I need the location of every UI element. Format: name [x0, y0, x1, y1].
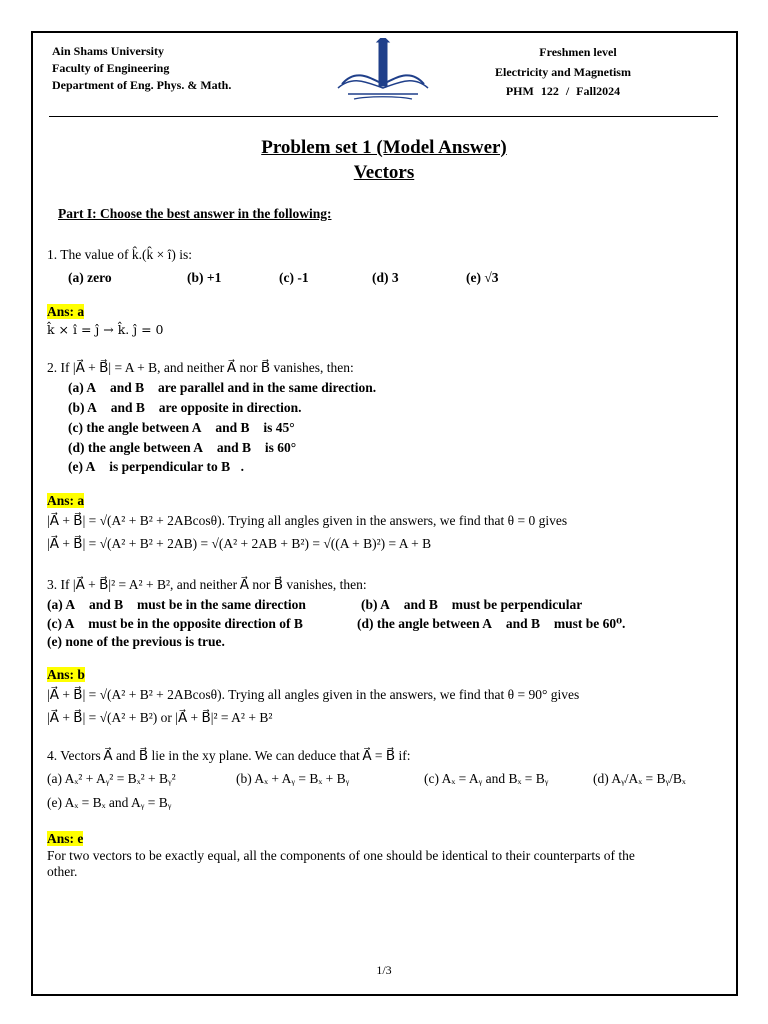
q4-text: 4. Vectors A⃗ and B⃗ lie in the xy plane. We can deduce that A⃗ = B⃗ if:	[47, 748, 411, 763]
q4-explanation-1: For two vectors to be exactly equal, all the components of one should be identical to their counterparts of the	[47, 848, 635, 863]
page-number: 1/3	[376, 963, 392, 977]
q1-explanation: k̂ × î = ĵ → k̂. ĵ = 0	[47, 322, 164, 337]
header-right	[468, 43, 658, 102]
part-heading: Part I: Choose the best answer in the following:	[58, 206, 332, 221]
q1-option-d: (d) 3	[372, 270, 399, 285]
department-name: Department of Eng. Phys. & Math.	[52, 78, 232, 92]
q1-option-b: (b) +1	[187, 270, 222, 285]
q4-answer	[47, 831, 83, 847]
course-code: PHM 122 / Fall2024	[505, 84, 621, 98]
q2-option-c: (c) the angle between A⃗ and B⃗ is 45°	[68, 420, 295, 435]
q4-option-a: (a) Aₓ² + Aᵧ² = Bₓ² + Bᵧ²	[47, 771, 176, 786]
q2-text: 2. If |A⃗ + B⃗| = A + B, and neither A⃗ nor B⃗ vanishes, then:	[47, 360, 354, 375]
q1-option-c: (c) -1	[279, 270, 309, 285]
faculty-name: Faculty of Engineering	[52, 61, 170, 75]
q2-option-e: (e) A⃗ is perpendicular to B⃗.	[68, 459, 245, 474]
q2-option-a: (a) A⃗ and B⃗ are parallel and in the same direction.	[68, 380, 377, 395]
q3-explanation-1: |A⃗ + B⃗| = √(A² + B² + 2ABcosθ). Trying all angles given in the answers, we find that θ = 90° gives	[47, 687, 580, 702]
q4-answer-label: Ans: e	[47, 831, 84, 846]
q2-option-d: (d) the angle between A⃗ and B⃗ is 60°	[68, 440, 297, 455]
q3-answer	[47, 667, 85, 683]
q2-option-b: (b) A⃗ and B⃗ are opposite in direction.	[68, 400, 302, 415]
q1-answer	[47, 304, 84, 320]
q4-option-d: (d) Aᵧ/Aₓ = Bᵧ/Bₓ	[593, 771, 686, 786]
course-name: Electricity and Magnetism	[495, 64, 631, 79]
q4-option-b: (b) Aₓ + Aᵧ = Bₓ + Bᵧ	[236, 771, 350, 786]
course-level: Freshmen level	[539, 45, 617, 59]
header-divider	[49, 116, 718, 117]
q3-option-a: (a) A⃗ and B⃗ must be in the same direction	[47, 597, 306, 612]
q4-option-c: (c) Aₓ = Aᵧ and Bₓ = Bᵧ	[424, 771, 549, 786]
q3-text: 3. If |A⃗ + B⃗|² = A² + B², and neither A⃗ nor B⃗ vanishes, then:	[47, 577, 367, 592]
university-name: Ain Shams University	[52, 44, 165, 58]
q1-text: 1. The value of k̂.(k̂ × î) is:	[47, 247, 192, 262]
q1-option-e: (e) √3	[466, 270, 499, 285]
q2-explanation-2: |A⃗ + B⃗| = √(A² + B² + 2AB) = √(A² + 2AB + B²) = √((A + B)²) = A + B	[47, 536, 432, 551]
page-title: Problem set 1 (Model Answer)	[261, 137, 507, 158]
q3-option-c: (c) A⃗ must be in the opposite direction of B⃗	[47, 616, 314, 631]
page-subtitle: Vectors	[353, 162, 415, 183]
q3-explanation-2: |A⃗ + B⃗| = √(A² + B²) or |A⃗ + B⃗|² = A² + B²	[47, 710, 273, 725]
q2-answer-label: Ans: a	[47, 493, 85, 508]
q3-option-b: (b) A⃗ and B⃗ must be perpendicular	[361, 597, 583, 612]
q3-option-e: (e) none of the previous is true.	[47, 634, 225, 649]
q3-option-d: (d) the angle between A⃗ and B⃗ must be 60⁰.	[357, 616, 626, 631]
q2-explanation-1: |A⃗ + B⃗| = √(A² + B² + 2ABcosθ). Trying all angles given in the answers, we find that θ = 0 gives	[47, 513, 568, 528]
q4-explanation-2: other.	[47, 864, 78, 879]
header-left	[52, 43, 231, 94]
university-logo	[328, 38, 438, 104]
q1-answer-label: Ans: a	[47, 304, 85, 319]
q4-option-e: (e) Aₓ = Bₓ and Aᵧ = Bᵧ	[47, 795, 172, 810]
q3-answer-label: Ans: b	[47, 667, 85, 682]
q1-option-a: (a) zero	[68, 270, 112, 285]
q2-answer	[47, 493, 84, 509]
